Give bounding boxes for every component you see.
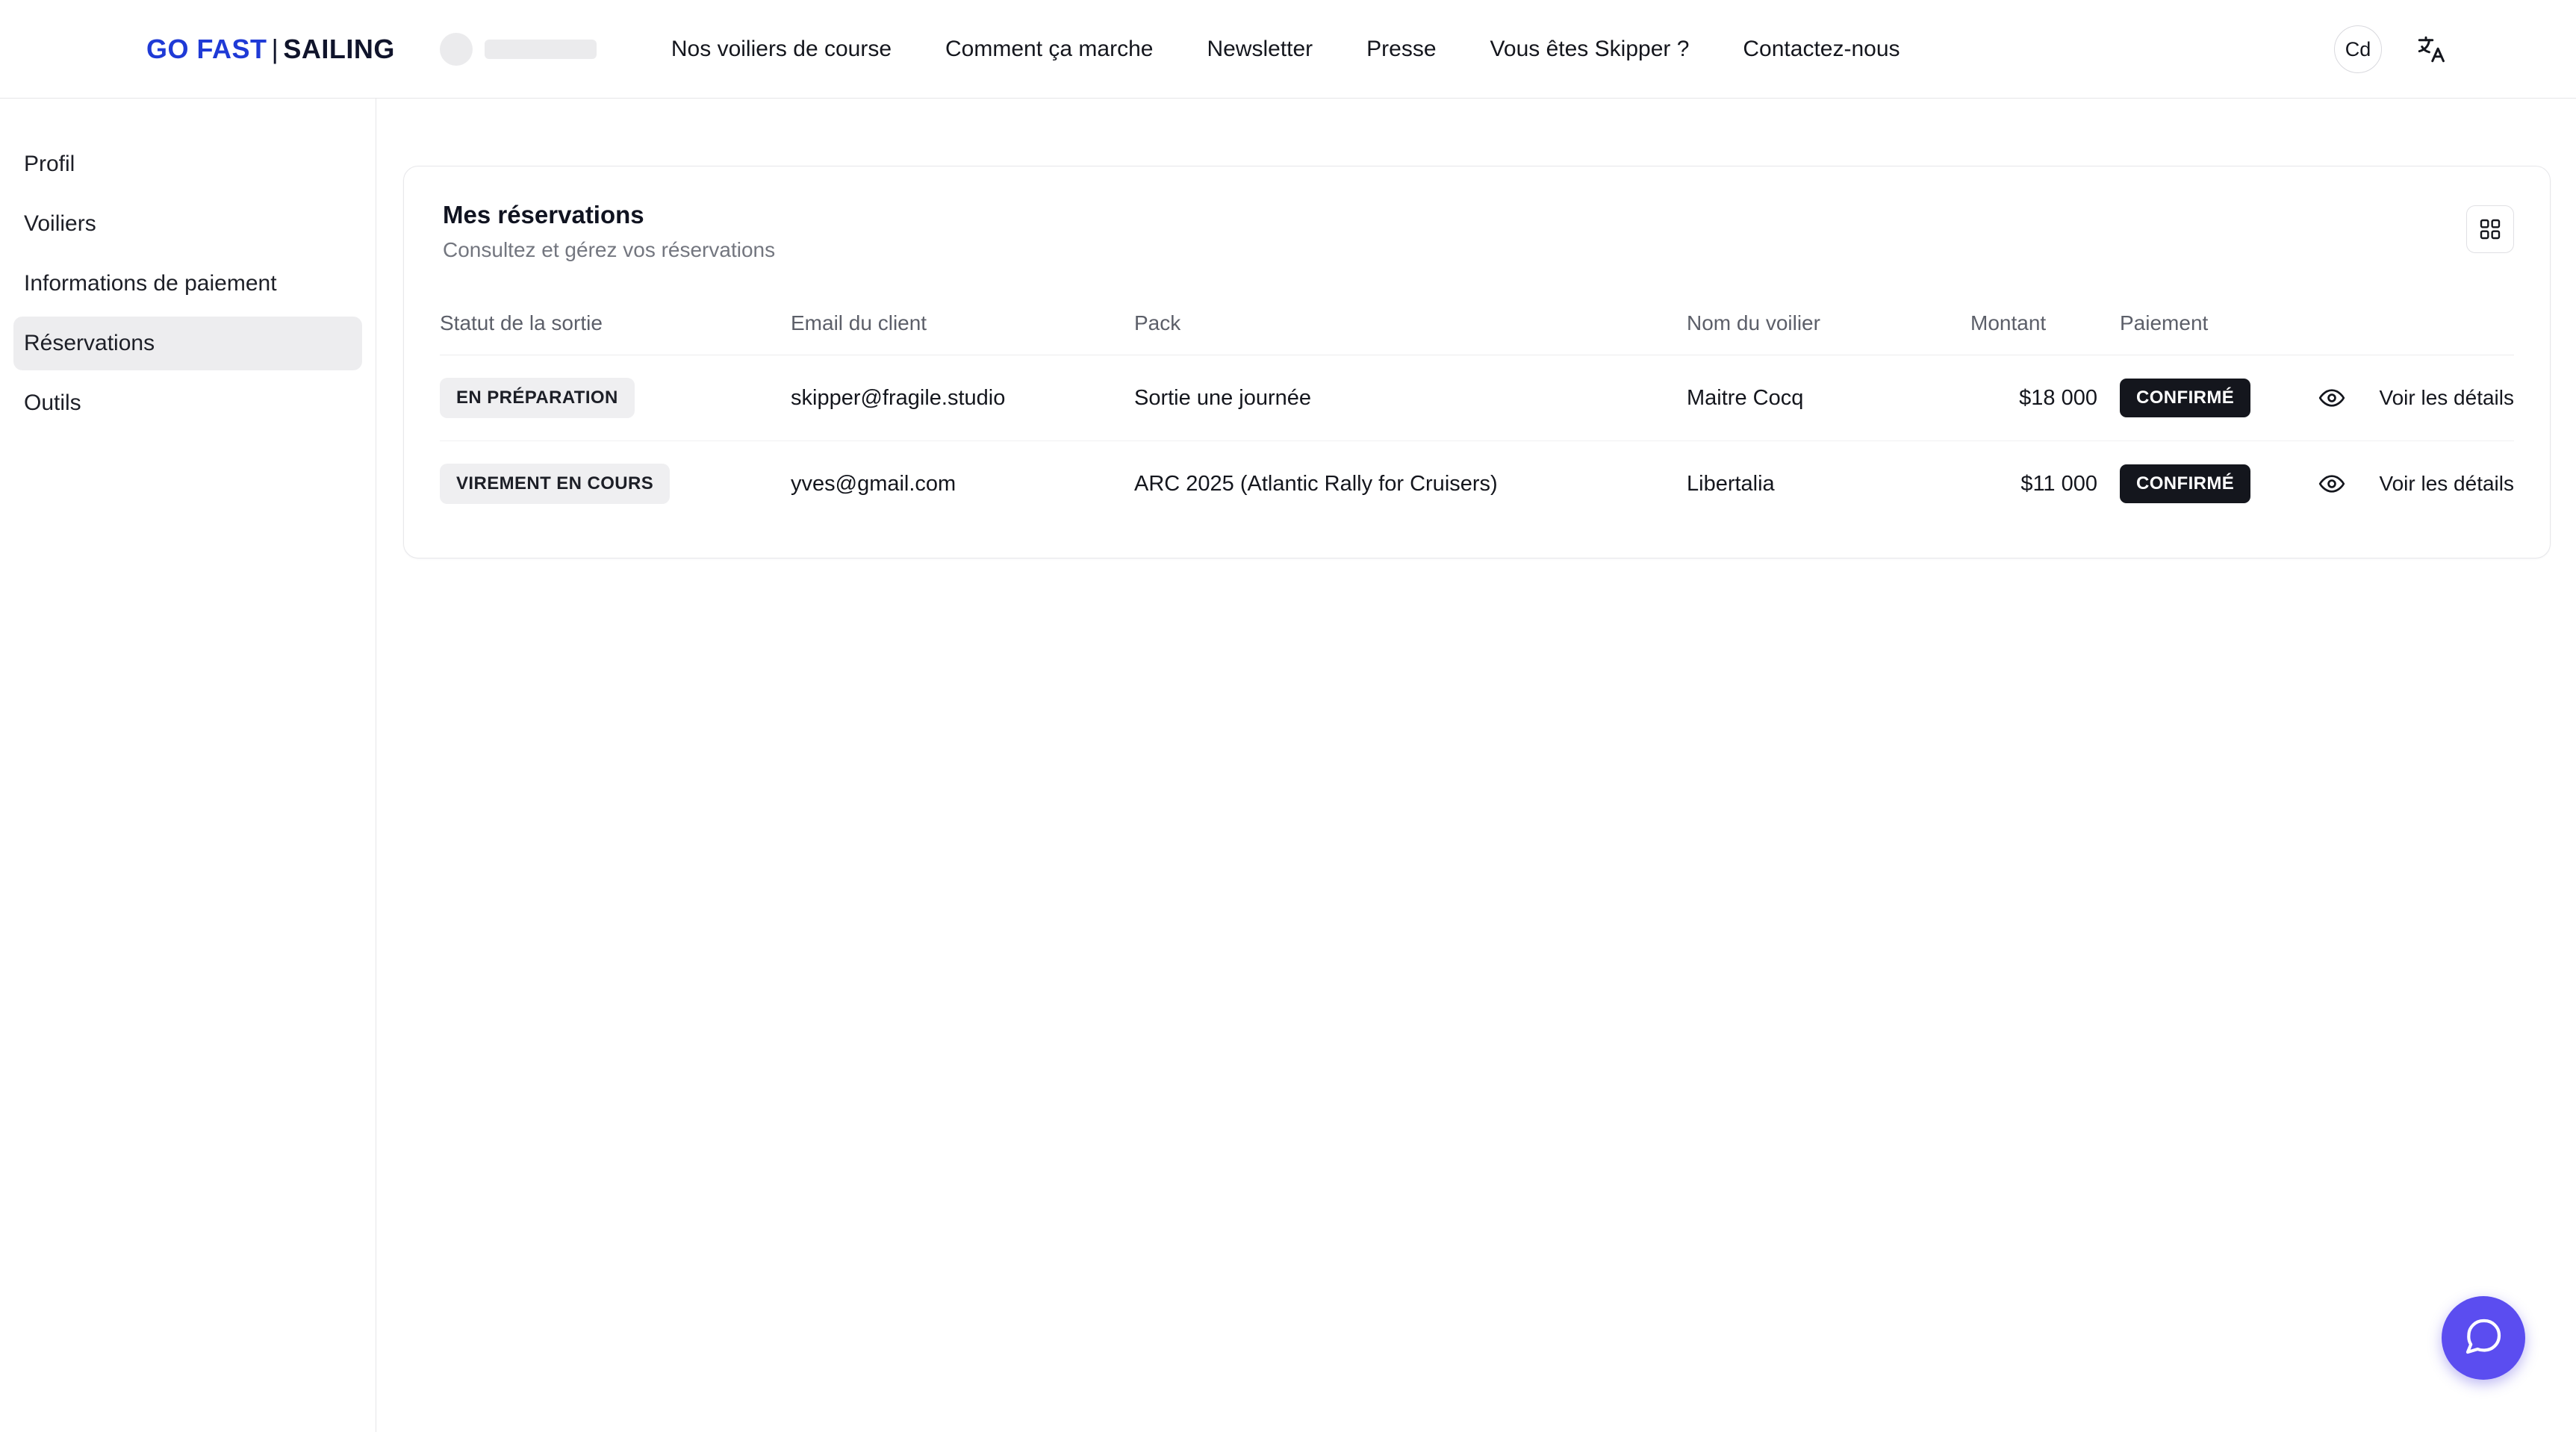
sidebar-item-informations-de-paiement[interactable] [13, 257, 362, 311]
column-header-actions [2314, 311, 2514, 355]
main-content [376, 99, 2576, 1432]
column-header-voilier: Nom du voilier [1687, 311, 1970, 355]
column-header-pack: Pack [1134, 311, 1687, 355]
main-nav-links [671, 37, 1900, 62]
sidebar-item-label: Informations de paiement [24, 271, 277, 296]
sidebar-item-label: Voiliers [24, 211, 96, 236]
sidebar-item-voiliers[interactable] [13, 197, 362, 251]
brand-logo[interactable] [146, 34, 395, 65]
sidebar-item-outils[interactable] [13, 376, 362, 430]
sidebar-item-profil[interactable] [13, 137, 362, 191]
cell-email: yves@gmail.com [791, 471, 956, 496]
reservations-card [403, 166, 2551, 558]
eye-icon[interactable] [2315, 467, 2349, 501]
nav-link-nos-voiliers-de-course[interactable]: Nos voiliers de course [671, 36, 892, 61]
payment-badge: CONFIRMÉ [2120, 379, 2250, 417]
translate-icon[interactable] [2413, 31, 2449, 67]
chat-bubble-icon [2463, 1316, 2504, 1361]
brand-logo-separator: | [271, 33, 279, 64]
cell-email: skipper@fragile.studio [791, 355, 1134, 441]
table-header-row [440, 311, 2514, 355]
status-badge: VIREMENT EN COURS [440, 464, 670, 504]
avatar[interactable]: Cd [2334, 25, 2382, 73]
eye-icon[interactable] [2315, 381, 2349, 415]
table-row[interactable] [440, 355, 2514, 441]
sidebar-item-label: Profil [24, 152, 75, 176]
payment-badge: CONFIRMÉ [2120, 464, 2250, 503]
sidebar-item-label: Réservations [24, 331, 155, 355]
nav-link-presse[interactable]: Presse [1366, 36, 1437, 61]
placeholder-text-shape [485, 40, 597, 59]
nav-link-newsletter[interactable]: Newsletter [1207, 36, 1313, 61]
cell-statut [440, 355, 791, 441]
placeholder-avatar-shape [440, 33, 473, 66]
nav-link-comment-ca-marche[interactable]: Comment ça marche [945, 36, 1154, 61]
page-title: Mes réservations [443, 201, 644, 228]
cell-pack: Sortie une journée [1134, 355, 1687, 441]
cell-montant: $18 000 [1970, 355, 2120, 441]
column-header-statut: Statut de la sortie [440, 311, 791, 355]
grid-icon [2478, 217, 2502, 241]
cell-voilier: Libertalia [1687, 471, 1775, 496]
status-badge: EN PRÉPARATION [440, 378, 635, 418]
column-header-email: Email du client [791, 311, 1134, 355]
sidebar-item-reservations[interactable] [13, 317, 362, 370]
reservations-table [440, 311, 2514, 526]
table-row[interactable] [440, 441, 2514, 527]
top-navigation-bar [0, 0, 2576, 99]
nav-link-vous-etes-skipper[interactable]: Vous êtes Skipper ? [1490, 36, 1690, 61]
nav-link-contactez-nous[interactable]: Contactez-nous [1743, 36, 1900, 61]
brand-logo-first: GO FAST [146, 33, 267, 64]
brand-logo-second: SAILING [283, 33, 395, 64]
grid-view-button[interactable] [2466, 205, 2514, 253]
cell-pack: ARC 2025 (Atlantic Rally for Cruisers) [1134, 471, 1498, 496]
sidebar [0, 99, 376, 1432]
page-subtitle: Consultez et gérez vos réservations [443, 238, 776, 261]
view-details-link[interactable]: Voir les détails [2379, 386, 2514, 409]
cell-statut [440, 441, 791, 527]
sidebar-item-label: Outils [24, 390, 81, 415]
cell-paiement [2120, 355, 2314, 441]
cell-voilier: Maitre Cocq [1687, 355, 1970, 441]
row-actions [2314, 381, 2514, 415]
cell-actions [2314, 441, 2514, 527]
table-body [440, 355, 2514, 527]
cell-actions [2314, 355, 2514, 441]
table-header [440, 311, 2514, 355]
cell-paiement [2120, 441, 2314, 527]
column-header-montant: Montant [1970, 311, 2120, 355]
column-header-paiement: Paiement [2120, 311, 2314, 355]
row-actions [2314, 467, 2514, 501]
nav-right-actions [2334, 0, 2449, 99]
chat-support-button[interactable] [2442, 1296, 2525, 1380]
card-header [440, 201, 2514, 273]
view-details-link[interactable]: Voir les détails [2379, 472, 2514, 495]
cell-montant: $11 000 [2020, 471, 2097, 496]
